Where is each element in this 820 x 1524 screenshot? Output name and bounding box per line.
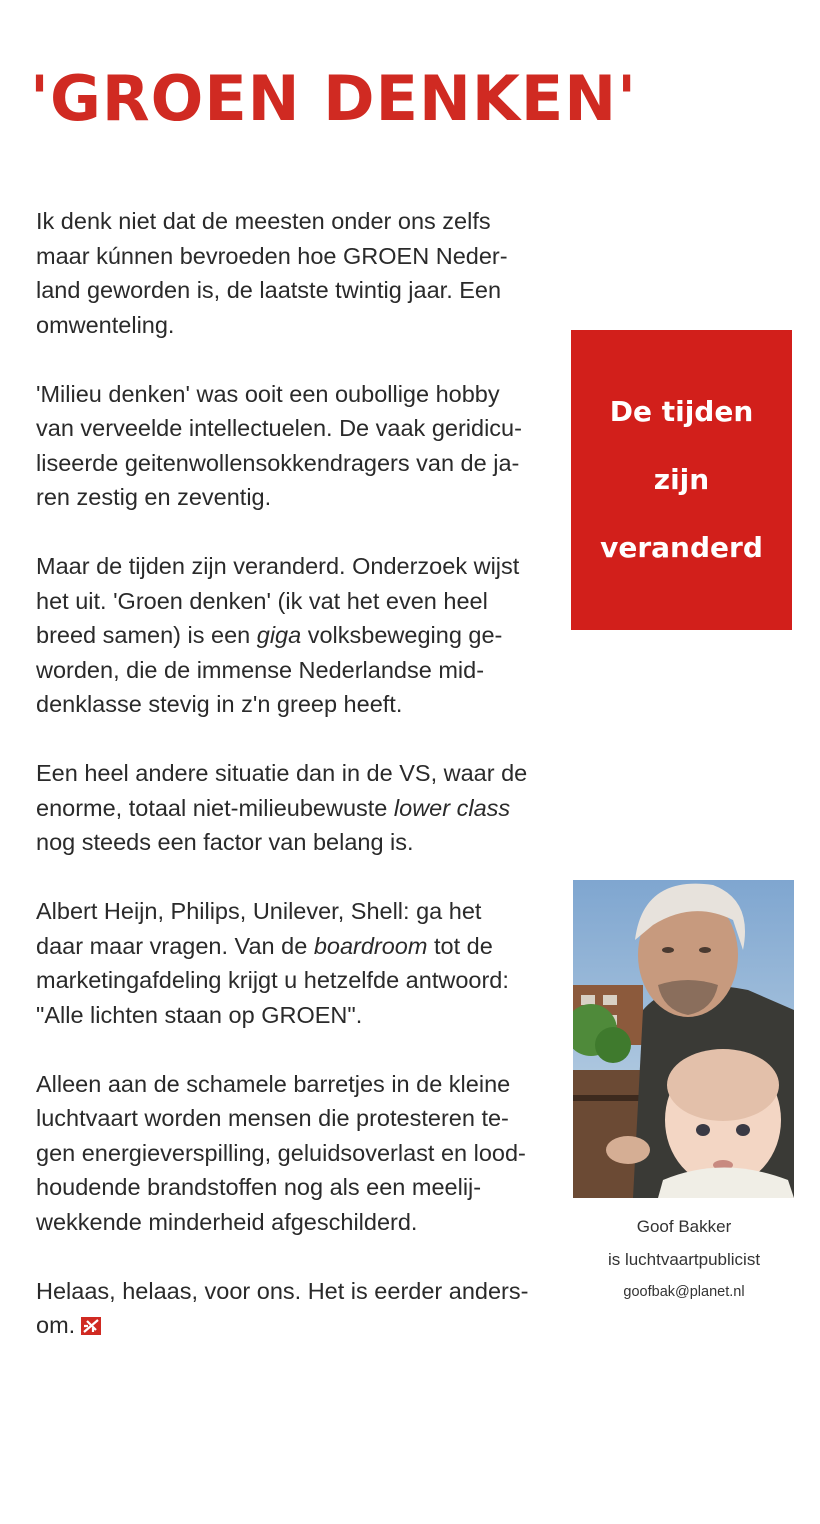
plane-end-mark-icon (81, 1310, 101, 1328)
text-segment: breed samen) is een (36, 622, 257, 648)
pull-quote-line: veranderd (600, 531, 763, 564)
text-line: land geworden is, de laatste twintig jaar. Een (36, 277, 502, 303)
text-line: nog steeds een factor van belang is. (36, 829, 414, 855)
text-segment: om. (36, 1312, 76, 1338)
text-segment: tot de (427, 932, 493, 959)
text-line: marketingafdeling krijgt u hetzelfde antwoord: (36, 967, 509, 993)
article-title: 'GROEN DENKEN' (30, 62, 638, 135)
paragraph-5 (36, 894, 536, 1032)
text-line: het uit. 'Groen denken' (ik vat het even heel (36, 587, 488, 614)
text-line: liseerde geitenwollensokkendragers van de ja- (36, 449, 520, 476)
paragraph-4 (36, 756, 536, 860)
text-line: Maar de tijden zijn veranderd. Onderzoek wijst (36, 553, 520, 579)
paragraph-3 (36, 549, 536, 722)
text-line: 'Milieu denken' was ooit een oubollige hobby (36, 380, 500, 407)
pull-quote-box (571, 330, 792, 630)
text-line: Ik denk niet dat de meesten onder ons zelfs (36, 208, 491, 234)
text-line: luchtvaart worden mensen die protesteren te- (36, 1105, 509, 1131)
pull-quote-line: De tijden (609, 395, 754, 428)
text-line: Alleen aan de schamele barretjes in de kleine (36, 1070, 511, 1097)
text-line (36, 1308, 536, 1343)
text-segment: volksbeweging ge- (301, 622, 503, 648)
text-line: "Alle lichten staan op GROEN". (36, 1001, 363, 1028)
pull-quote-line: zijn (653, 463, 710, 496)
author-caption (572, 1210, 796, 1309)
article-body (36, 204, 536, 1377)
text-line: Helaas, helaas, voor ons. Het is eerder anders- (36, 1277, 529, 1304)
author-role: is luchtvaartpublicist (607, 1250, 761, 1269)
emphasis-text: giga (256, 622, 302, 648)
author-email: goofbak@planet.nl (623, 1284, 745, 1300)
paragraph-1 (36, 204, 536, 342)
paragraph-2 (36, 377, 536, 515)
emphasis-text: lower class (393, 794, 511, 821)
text-line (36, 791, 536, 826)
emphasis-text: boardroom (313, 932, 428, 959)
text-line: Een heel andere situatie dan in de VS, waar de (36, 760, 528, 786)
author-photo (573, 880, 794, 1198)
paragraph-6 (36, 1067, 536, 1240)
text-line: worden, die de immense Nederlandse mid- (36, 656, 485, 683)
paragraph-7 (36, 1274, 536, 1343)
text-segment: enorme, totaal niet-milieubewuste (36, 794, 394, 821)
text-line: omwenteling. (36, 311, 175, 338)
text-line: ren zestig en zeventig. (36, 484, 272, 510)
author-photo-illustration (573, 880, 794, 1198)
author-name: Goof Bakker (636, 1217, 732, 1236)
text-line (36, 929, 536, 964)
text-line: wekkende minderheid afgeschilderd. (36, 1208, 418, 1235)
text-line: denklasse stevig in z'n greep heeft. (36, 691, 403, 717)
text-line: van verveelde intellectuelen. De vaak geridicu- (36, 415, 522, 441)
text-segment: daar maar vragen. Van de (36, 932, 314, 959)
text-line: gen energieverspilling, geluidsoverlast en lood- (36, 1139, 526, 1166)
text-line: maar kúnnen bevroeden hoe GROEN Neder- (36, 242, 508, 269)
text-line: houdende brandstoffen nog als een meelij- (36, 1174, 482, 1200)
text-line: Albert Heijn, Philips, Unilever, Shell: ga het (36, 898, 482, 924)
text-line (36, 618, 536, 653)
